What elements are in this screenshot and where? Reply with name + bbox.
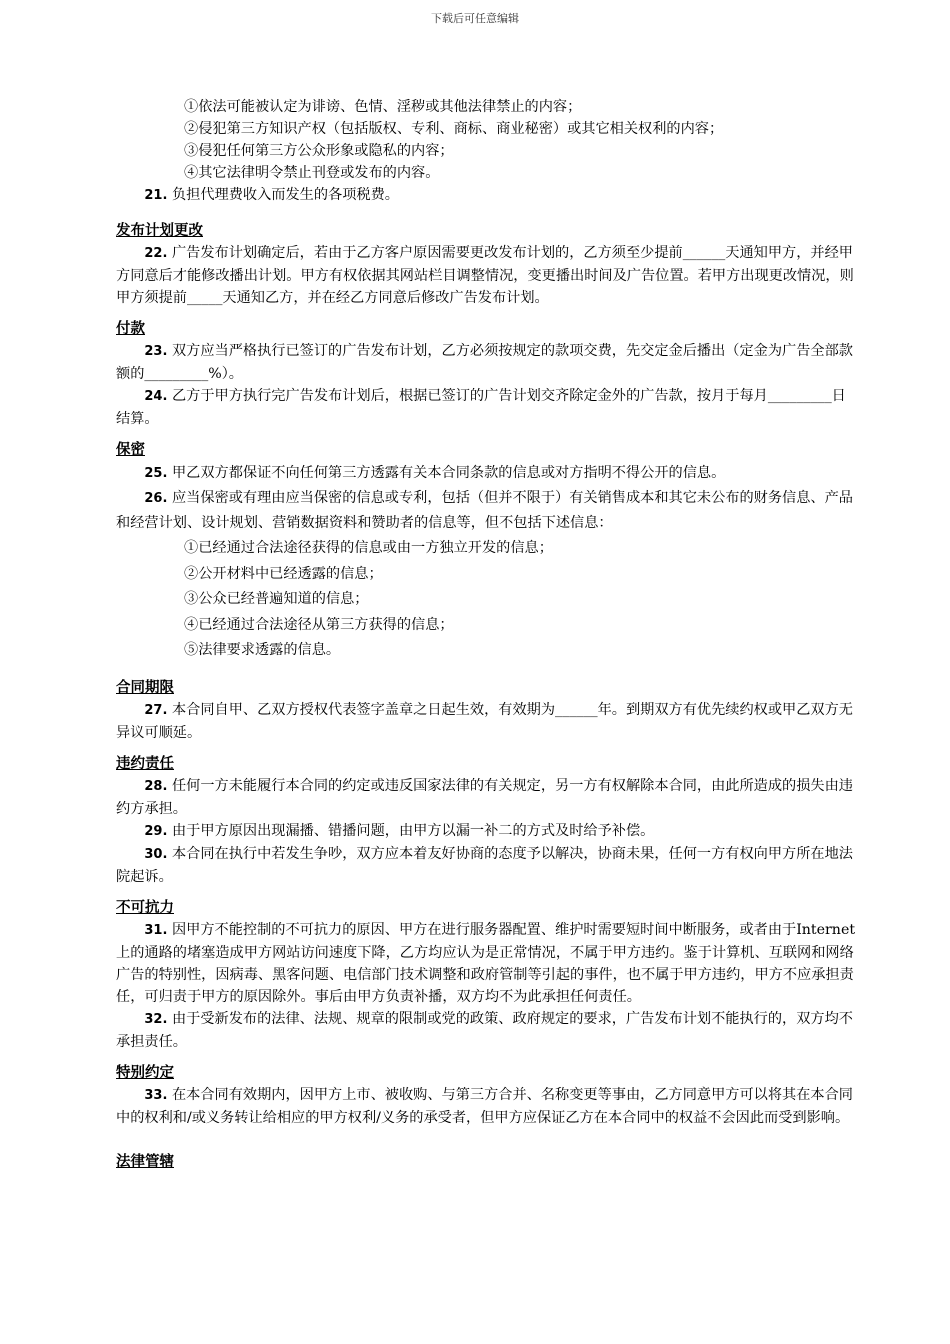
clause-number: 24. (144, 389, 168, 404)
clause-text: 甲乙双方都保证不向任何第三方透露有关本合同条款的信息或对方指明不得公开的信息。 (171, 465, 726, 481)
clause-25 (116, 461, 856, 486)
list-item: ④已经通过合法途径从第三方获得的信息； (184, 616, 454, 633)
clause-number: 31. (144, 922, 168, 938)
list-item: ①已经通过合法途径获得的信息或由一方独立开发的信息； (184, 540, 553, 556)
clause-text: 广告发布计划确定后，若由于乙方客户原因需要更改发布计划的，乙方须至少提前______天通知甲方，并经甲方同意后才能修改播出计划。甲方有权依据其网站栏目调整情况，变更播出时间及广告位置。若甲方出现更改情况，则甲方须提前_____天通知乙方，并在经乙方同意后修改广告发布计划。 (116, 245, 854, 306)
clause-text: 因甲方不能控制的不可抗力的原因、甲方在进行服务器配置、维护时需要短时间中断服务，或者由于Internet上的通路的堵塞造成甲方网站访问速度下降，乙方均应认为是正常情况，不属于甲方违约。鉴于计算机、互联网和网络广告的特别性，因病毒、黑客问题、电信部门技术调整和政府管制等引起的事件，也不属于甲方违约，甲方不应承担责任，可归责于甲方的原因除外。事后由甲方负责补播，双方均不为此承担任何责任。 (116, 921, 856, 1005)
clause-number: 27. (144, 702, 168, 718)
clause-28 (116, 775, 856, 820)
clause-text: 由于甲方原因出现漏播、错播问题，由甲方以漏一补二的方式及时给予补偿。 (171, 822, 655, 839)
clause-text: 负担代理费收入而发生的各项税费。 (171, 187, 399, 203)
list-item: ③侵犯任何第三方公众形象或隐私的内容； (184, 143, 454, 159)
list-item: ④其它法律明令禁止刊登或发布的内容。 (184, 165, 440, 181)
clause-26 (116, 486, 856, 536)
clause-32 (116, 1008, 856, 1053)
section-heading-confidentiality: 保密 (116, 442, 145, 458)
list-item: ②侵犯第三方知识产权（包括版权、专利、商标、商业秘密）或其它相关权利的内容； (184, 121, 724, 137)
list-item: ①依法可能被认定为诽谤、色情、淫秽或其他法律禁止的内容； (184, 99, 582, 115)
clause-number: 28. (144, 778, 168, 794)
clause-number: 32. (144, 1011, 168, 1027)
page-header: 下载后可任意编辑 (431, 12, 519, 25)
document-body (116, 96, 856, 1173)
section-heading-special-terms: 特别约定 (116, 1064, 174, 1081)
list-item: ⑤法律要求透露的信息。 (184, 642, 341, 658)
clause-31 (116, 919, 856, 1008)
clause-21 (116, 184, 856, 207)
clause-text: 本合同自甲、乙双方授权代表签字盖章之日起生效，有效期为______年。到期双方有优先续约权或甲乙双方无异议可顺延。 (116, 701, 853, 741)
clause-text: 由于受新发布的法律、法规、规章的限制或党的政策、政府规定的要求，广告发布计划不能执行的，双方均不承担责任。 (116, 1010, 853, 1050)
section-heading-payment: 付款 (116, 321, 145, 337)
clause-23 (116, 340, 856, 385)
clause-30 (116, 843, 856, 888)
section-heading-plan-change: 发布计划更改 (116, 223, 203, 239)
clause-number: 21. (144, 188, 168, 203)
clause-number: 23. (144, 344, 168, 359)
clause-27 (116, 699, 856, 744)
clause-22 (116, 242, 856, 309)
section-heading-term: 合同期限 (116, 679, 174, 696)
clause-33 (116, 1084, 856, 1129)
clause-text: 应当保密或有理由应当保密的信息或专利，包括（但并不限于）有关销售成本和其它未公布的财务信息、产品和经营计划、设计规划、营销数据资料和赞助者的信息等，但不包括下述信息： (116, 490, 853, 531)
section-heading-breach: 违约责任 (116, 755, 174, 772)
clause-text: 任何一方未能履行本合同的约定或违反国家法律的有关规定，另一方有权解除本合同，由此所造成的损失由违约方承担。 (116, 777, 853, 817)
clause-24 (116, 385, 856, 430)
clause-number: 25. (144, 466, 168, 481)
clause-number: 22. (144, 246, 168, 261)
section-heading-jurisdiction: 法律管辖 (116, 1153, 174, 1170)
list-item: ②公开材料中已经透露的信息； (184, 565, 383, 582)
clause-number: 29. (144, 823, 168, 839)
list-item: ③公众已经普遍知道的信息； (184, 591, 369, 607)
clause-29 (116, 820, 856, 843)
section-heading-force-majeure: 不可抗力 (116, 899, 174, 916)
clause-text: 双方应当严格执行已签订的广告发布计划，乙方必须按规定的款项交费，先交定金后播出（定金为广告全部款额的_________%）。 (116, 343, 853, 382)
clause-number: 26. (144, 491, 168, 506)
clause-text: 在本合同有效期内，因甲方上市、被收购、与第三方合并、名称变更等事由，乙方同意甲方可以将其在本合同中的权利和/或义务转让给相应的甲方权利/义务的承受者，但甲方应保证乙方在本合同中的权益不会因此而受到影响。 (116, 1086, 853, 1126)
clause-text: 乙方于甲方执行完广告发布计划后，根据已签订的广告计划交齐除定金外的广告款，按月于每月_________日结算。 (116, 388, 846, 427)
clause-text: 本合同在执行中若发生争吵，双方应本着友好协商的态度予以解决，协商未果，任何一方有权向甲方所在地法院起诉。 (116, 845, 853, 885)
clause-number: 30. (144, 846, 168, 862)
clause-number: 33. (144, 1087, 168, 1103)
